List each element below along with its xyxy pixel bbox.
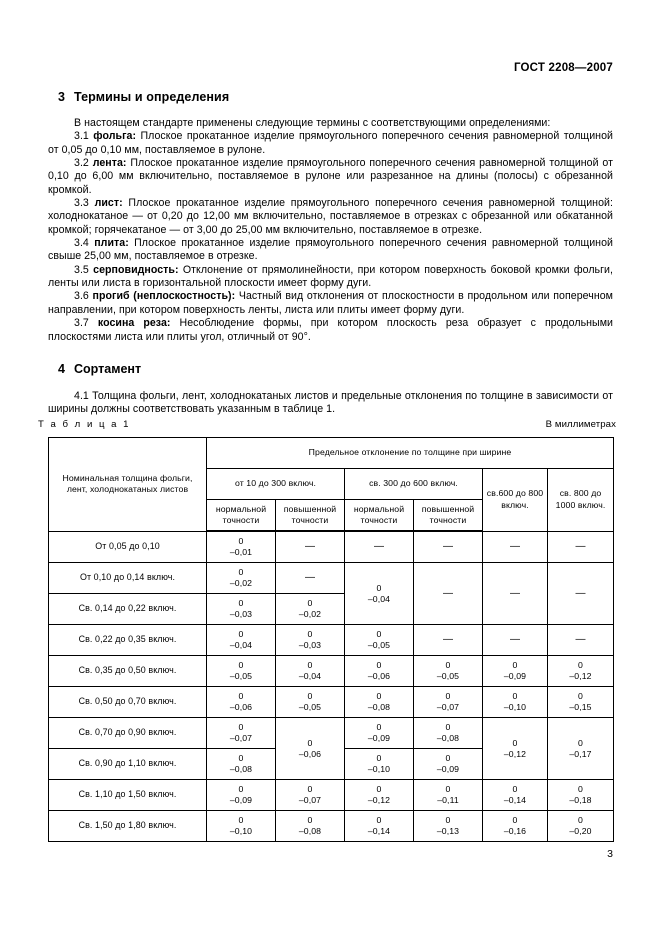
- header-precision-high-2: повышенной точности: [414, 500, 483, 532]
- running-head: ГОСТ 2208—2007: [513, 62, 613, 74]
- cell-value: 0 –0,10: [345, 749, 414, 780]
- table-row: [49, 687, 614, 718]
- cell-value: 0 –0,15: [548, 687, 614, 718]
- row-label: Св. 0,22 до 0,35 включ.: [49, 625, 207, 656]
- cell-value: 0 –0,04: [207, 625, 276, 656]
- cell-value: 0 –0,08: [276, 811, 345, 842]
- header-width-800-1000: св. 800 до 1000 включ.: [548, 469, 614, 532]
- clause-3-5: [48, 264, 613, 291]
- cell-value: 0 –0,12: [548, 656, 614, 687]
- cell-value: 0 –0,05: [207, 656, 276, 687]
- clause-3-4-number: 3.4: [74, 237, 89, 250]
- clause-3-2-number: 3.2: [74, 157, 89, 170]
- section-title-4: Сортамент: [74, 361, 142, 376]
- cell-value: 0 –0,09: [414, 749, 483, 780]
- header-precision-high-1: повышенной точности: [276, 500, 345, 532]
- cell-value: 0 –0,09: [207, 780, 276, 811]
- clause-3-1-term: фольга:: [93, 130, 137, 143]
- row-label: Св. 1,10 до 1,50 включ.: [49, 780, 207, 811]
- cell-value: —: [548, 625, 614, 656]
- cell-value: 0 –0,16: [483, 811, 548, 842]
- row-label: Св. 0,70 до 0,90 включ.: [49, 718, 207, 749]
- clause-3-2-text: Плоское прокатанное изделие прямоугольного поперечного сечения равномерной толщиной от 0,10 до 6,00 мм включительно, поставляемое в рулоне или разрезанное на длины (полосы) с обрезанной кромкой.: [48, 157, 614, 196]
- cell-value: 0 –0,10: [207, 811, 276, 842]
- cell-value: 0 –0,06: [345, 656, 414, 687]
- row-label: Св. 1,50 до 1,80 включ.: [49, 811, 207, 842]
- cell-value: —: [483, 563, 548, 625]
- clause-3-5-text: Отклонение от прямолинейности, при котором поверхность боковой кромки фольги, ленты или листа в горизонтальной плоскости имеет форму дуги.: [48, 263, 613, 290]
- clause-3-2: [48, 157, 613, 197]
- table-caption: Т а б л и ц а 1: [38, 419, 131, 430]
- clause-4-1: [48, 390, 613, 417]
- cell-value: 0 –0,05: [276, 687, 345, 718]
- table-header-row-1: [49, 438, 614, 469]
- cell-value: —: [548, 531, 614, 563]
- header-precision-normal-1: нормальной точности: [207, 500, 276, 532]
- tolerance-table: [48, 437, 614, 842]
- header-group-width: Предельное отклонение по толщине при ширине: [207, 438, 614, 469]
- cell-value: 0 –0,05: [414, 656, 483, 687]
- cell-value: —: [414, 625, 483, 656]
- clause-3-6-number: 3.6: [74, 290, 89, 303]
- header-col-nominal-thickness: Номинальная толщина фольги, лент, холоднокатаных листов: [49, 438, 207, 532]
- cell-value: 0 –0,20: [548, 811, 614, 842]
- cell-value: 0 –0,01: [207, 531, 276, 563]
- clause-3-6: [48, 290, 613, 317]
- clause-3-5-term: серповидность:: [93, 263, 179, 276]
- cell-value: 0 –0,05: [345, 625, 414, 656]
- table-row: [49, 563, 614, 594]
- section-heading-4: [48, 362, 613, 376]
- cell-value: —: [414, 563, 483, 625]
- cell-value: 0 –0,13: [414, 811, 483, 842]
- clause-3-7-text: Несоблюдение формы, при котором плоскость реза образует с продольными плоскостями листа или плиты угол, отличный от 90°.: [48, 317, 614, 343]
- page-number: 3: [607, 848, 613, 860]
- row-label: От 0,10 до 0,14 включ.: [49, 563, 207, 594]
- header-width-600-800: св.600 до 800 включ.: [483, 469, 548, 532]
- cell-value: 0 –0,09: [345, 718, 414, 749]
- section-number-4: 4: [58, 361, 65, 376]
- clause-3-6-term: прогиб (неплоскостность):: [92, 290, 236, 303]
- row-label: Св. 0,90 до 1,10 включ.: [49, 749, 207, 780]
- clause-3-1: [48, 130, 613, 157]
- cell-value: 0 –0,06: [207, 687, 276, 718]
- cell-value: —: [276, 563, 345, 594]
- clause-4-1-number: 4.1: [74, 389, 89, 402]
- cell-value: 0 –0,08: [414, 718, 483, 749]
- clause-3-5-number: 3.5: [74, 263, 89, 276]
- cell-value: —: [483, 625, 548, 656]
- row-label: Св. 0,35 до 0,50 включ.: [49, 656, 207, 687]
- header-precision-normal-2: нормальной точности: [345, 500, 414, 532]
- cell-value: 0 –0,04: [345, 563, 414, 625]
- cell-value: 0 –0,02: [207, 563, 276, 594]
- clause-3-7-number: 3.7: [74, 317, 89, 330]
- cell-value: 0 –0,09: [483, 656, 548, 687]
- clause-3-3-term: лист:: [94, 197, 123, 210]
- table-row: [49, 780, 614, 811]
- cell-value: —: [414, 531, 483, 563]
- table-row: [49, 811, 614, 842]
- row-label: Св. 0,14 до 0,22 включ.: [49, 594, 207, 625]
- cell-value: 0 –0,07: [276, 780, 345, 811]
- table-body: [49, 531, 614, 842]
- cell-value: 0 –0,08: [207, 749, 276, 780]
- cell-value: 0 –0,03: [276, 625, 345, 656]
- document-body: [48, 90, 613, 417]
- cell-value: 0 –0,11: [414, 780, 483, 811]
- cell-value: 0 –0,14: [345, 811, 414, 842]
- table-units: В миллиметрах: [545, 419, 616, 430]
- clause-3-3-text: Плоское прокатанное изделие прямоугольного поперечного сечения равномерной толщиной: холоднокатаное — от 0,20 до 12,00 мм включительно, поставляемое в отрезках с обрезанной или обкатанной кромкой; горячекатаное — от 3,00 до 25,00 мм включительно, поставляемое в отрезке.: [48, 197, 613, 236]
- section-heading-3: [48, 90, 613, 104]
- clause-3-2-term: лента:: [92, 157, 127, 170]
- clause-3-7: [48, 317, 613, 344]
- cell-value: —: [483, 531, 548, 563]
- clause-3-7-term: косина реза:: [97, 317, 171, 330]
- clause-3-4-term: плита:: [94, 237, 129, 250]
- clause-3-1-text: Плоское прокатанное изделие прямоугольного поперечного сечения равномерной толщиной от 0,05 до 0,10 мм, поставляемое в рулоне.: [48, 130, 613, 156]
- clause-4-1-text: Толщина фольги, лент, холоднокатаных листов и предельные отклонения по толщине в зависимости от ширины должны соответствовать указанным в таблице 1.: [48, 389, 613, 416]
- cell-value: 0 –0,07: [414, 687, 483, 718]
- clause-3-3: [48, 197, 613, 237]
- cell-value: 0 –0,10: [483, 687, 548, 718]
- section-number-3: 3: [58, 90, 66, 104]
- clause-3-6-text: Частный вид отклонения от плоскостности в продольном или поперечном направлении, при котором поверхность ленты, листа или плиты имеет форму дуги.: [48, 290, 614, 316]
- clause-3-4-text: Плоское прокатанное изделие прямоугольного поперечного сечения равномерной толщиной свыше 25,00 мм, поставляемое в отрезке.: [48, 237, 613, 263]
- table-row: [49, 718, 614, 749]
- header-width-300-600: св. 300 до 600 включ.: [345, 469, 483, 500]
- cell-value: 0 –0,12: [345, 780, 414, 811]
- row-label: Св. 0,50 до 0,70 включ.: [49, 687, 207, 718]
- clause-3-4: [48, 237, 613, 264]
- section3-lead: В настоящем стандарте применены следующие термины с соответствующими определениями:: [74, 117, 551, 129]
- clause-3-1-number: 3.1: [74, 130, 89, 143]
- section-title-3: Термины и определения: [74, 90, 230, 104]
- table-caption-row: [38, 419, 616, 430]
- header-width-10-300: от 10 до 300 включ.: [207, 469, 345, 500]
- cell-value: 0 –0,06: [276, 718, 345, 780]
- table-row: [49, 531, 614, 563]
- cell-value: 0 –0,17: [548, 718, 614, 780]
- table-row: [49, 656, 614, 687]
- cell-value: —: [276, 531, 345, 563]
- cell-value: 0 –0,04: [276, 656, 345, 687]
- cell-value: 0 –0,18: [548, 780, 614, 811]
- clause-3-3-number: 3.3: [74, 197, 89, 210]
- table-head: [49, 438, 614, 532]
- table-row: [49, 625, 614, 656]
- cell-value: 0 –0,12: [483, 718, 548, 780]
- cell-value: 0 –0,08: [345, 687, 414, 718]
- row-label: От 0,05 до 0,10: [49, 531, 207, 563]
- cell-value: 0 –0,14: [483, 780, 548, 811]
- cell-value: 0 –0,03: [207, 594, 276, 625]
- cell-value: 0 –0,02: [276, 594, 345, 625]
- cell-value: —: [548, 563, 614, 625]
- cell-value: —: [345, 531, 414, 563]
- cell-value: 0 –0,07: [207, 718, 276, 749]
